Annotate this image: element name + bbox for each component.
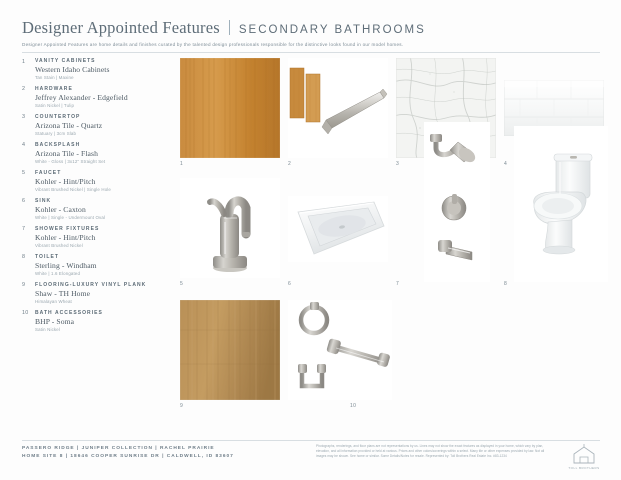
swatch-label-1: 1 — [180, 161, 184, 167]
footer-line-2: HOME SITE 8 | 18646 COOPER SUNRISE DR | CALDWELL, ID 83607 — [22, 454, 234, 459]
list-item-category: BACKSPLASH — [35, 141, 81, 148]
house-logo-icon — [568, 443, 600, 465]
list-item-number: 10 — [22, 310, 29, 317]
shower-fixtures-image — [424, 122, 490, 282]
list-item — [22, 86, 174, 108]
footer-line-1: PASSERO RIDGE | JUNIPER COLLECTION | RACHEL PRAIRIE — [22, 446, 215, 451]
swatch-cell-6 — [288, 178, 392, 288]
swatch-label-2: 2 — [288, 161, 292, 167]
features-legend — [22, 58, 174, 338]
list-item — [22, 58, 174, 80]
footer-divider — [22, 440, 600, 441]
swatch-cell-5 — [180, 178, 284, 288]
title-divider-icon — [229, 20, 230, 35]
list-item-category: SINK — [35, 197, 52, 204]
list-item-number: 1 — [22, 58, 26, 65]
header-description: Designer Appointed Features are home details and finishes curated by the talented design professionals responsible for the distinctive looks found in our model homes. — [22, 42, 404, 47]
list-item-desc: Vibrant Brushed Nickel — [35, 243, 83, 249]
flooring-swatch — [180, 300, 280, 400]
list-item-name: Kohler - Caxton — [35, 205, 86, 215]
list-item-number: 7 — [22, 226, 26, 233]
bath-accessories-swatch — [288, 300, 392, 400]
sink-image — [288, 196, 388, 262]
page-title: Designer Appointed Features — [22, 18, 220, 37]
list-item-number: 4 — [22, 142, 26, 149]
swatch-label-10: 10 — [350, 403, 357, 409]
swatch-label-7: 7 — [396, 281, 400, 287]
swatch-cell-7 — [396, 178, 500, 288]
list-item-name: Jeffrey Alexander - Edgefield — [35, 93, 128, 103]
brand-logo-text: TOLL BROTHERS — [568, 466, 600, 470]
list-item-name: Shaw - TH Home — [35, 289, 91, 299]
page-subtitle-heading: SECONDARY BATHROOMS — [238, 24, 426, 36]
list-item-desc: White | 1.6 Elongated — [35, 271, 81, 277]
swatch-label-3: 3 — [396, 161, 400, 167]
list-item-name: Western Idaho Cabinets — [35, 65, 110, 75]
list-item-number: 3 — [22, 114, 26, 121]
list-item-name: BHP - Soma — [35, 317, 75, 327]
list-item-category: COUNTERTOP — [35, 113, 81, 120]
list-item-desc: White | Single - Undermount Oval — [35, 215, 106, 221]
list-item-name: Kohler - Hint/Pitch — [35, 177, 96, 187]
bath-accessories-image — [288, 300, 392, 400]
title-row — [22, 18, 600, 38]
brand-logo — [568, 443, 600, 471]
list-item-number: 2 — [22, 86, 26, 93]
list-item-name: Sterling - Windham — [35, 261, 97, 271]
list-item-name: Kohler - Hint/Pitch — [35, 233, 96, 243]
list-item — [22, 282, 174, 304]
list-item-category: TOILET — [35, 253, 59, 260]
list-item-desc: Himalayan Wheat — [35, 299, 72, 305]
swatch-label-6: 6 — [288, 281, 292, 287]
swatch-label-9: 9 — [180, 403, 184, 409]
footer-community-info — [22, 446, 322, 459]
swatch-label-8: 8 — [504, 281, 508, 287]
list-item-desc: Satin Nickel — [35, 327, 60, 333]
list-item-desc: Tan Stain | Maxine — [35, 75, 74, 81]
list-item — [22, 198, 174, 220]
toilet-swatch — [514, 126, 608, 282]
header-divider — [22, 52, 600, 53]
list-item-desc: Statuary | 3cm Slab — [35, 131, 77, 137]
sink-swatch — [288, 196, 388, 262]
list-item — [22, 310, 174, 332]
list-item — [22, 114, 174, 136]
swatch-grid — [178, 58, 602, 423]
list-item-name: Arizona Tile - Quartz — [35, 121, 103, 131]
vanity-cabinets-image — [180, 58, 280, 158]
flooring-image — [180, 300, 280, 400]
list-item-category: FLOORING-LUXURY VINYL PLANK — [35, 281, 147, 288]
page-header — [22, 18, 600, 47]
faucet-image — [180, 178, 280, 278]
swatch-cell-10 — [288, 300, 392, 410]
list-item — [22, 142, 174, 164]
list-item-number: 5 — [22, 170, 26, 177]
toilet-image — [514, 126, 608, 282]
list-item-number: 8 — [22, 254, 26, 261]
swatch-cell-1 — [180, 58, 284, 168]
list-item-category: FAUCET — [35, 169, 62, 176]
shower-fixtures-swatch — [424, 122, 490, 282]
swatch-cell-2 — [288, 58, 392, 168]
list-item-category: VANITY CABINETS — [35, 58, 96, 64]
list-item-desc: Satin Nickel | Tulip — [35, 103, 75, 109]
swatch-cell-9 — [180, 300, 284, 410]
hardware-image — [288, 58, 388, 158]
list-item — [22, 254, 174, 276]
swatch-label-5: 5 — [180, 281, 184, 287]
list-item-category: HARDWARE — [35, 85, 73, 92]
swatch-label-4: 4 — [504, 161, 508, 167]
list-item-category: BATH ACCESSORIES — [35, 309, 103, 316]
list-item-name: Arizona Tile - Flash — [35, 149, 98, 159]
list-item-number: 6 — [22, 198, 26, 205]
faucet-swatch — [180, 178, 280, 278]
footer-disclaimer: Photographs, renderings, and floor plans are not representations by us. Lines may not show the exact features as displayed in your home, which vary by plan, elevation, and all information provided or held at various. Prices and other colors/coverings within a select. Many tile or other expenses provided by law. Not all images may be shown. See home or similar. Some Details/Notes for resale. Represented by: Toll Brothers Real Estate Inc. #83-1234 — [316, 444, 545, 458]
list-item — [22, 170, 174, 192]
swatch-cell-8 — [504, 178, 608, 288]
list-item-desc: White - Gloss | 3x12" Straight Set — [35, 159, 106, 165]
list-item — [22, 226, 174, 248]
vanity-cabinets-swatch — [180, 58, 280, 158]
list-item-desc: Vibrant Brushed Nickel | Single Hole — [35, 187, 112, 193]
list-item-number: 9 — [22, 282, 26, 289]
list-item-category: SHOWER FIXTURES — [35, 225, 100, 232]
hardware-swatch — [288, 58, 388, 158]
